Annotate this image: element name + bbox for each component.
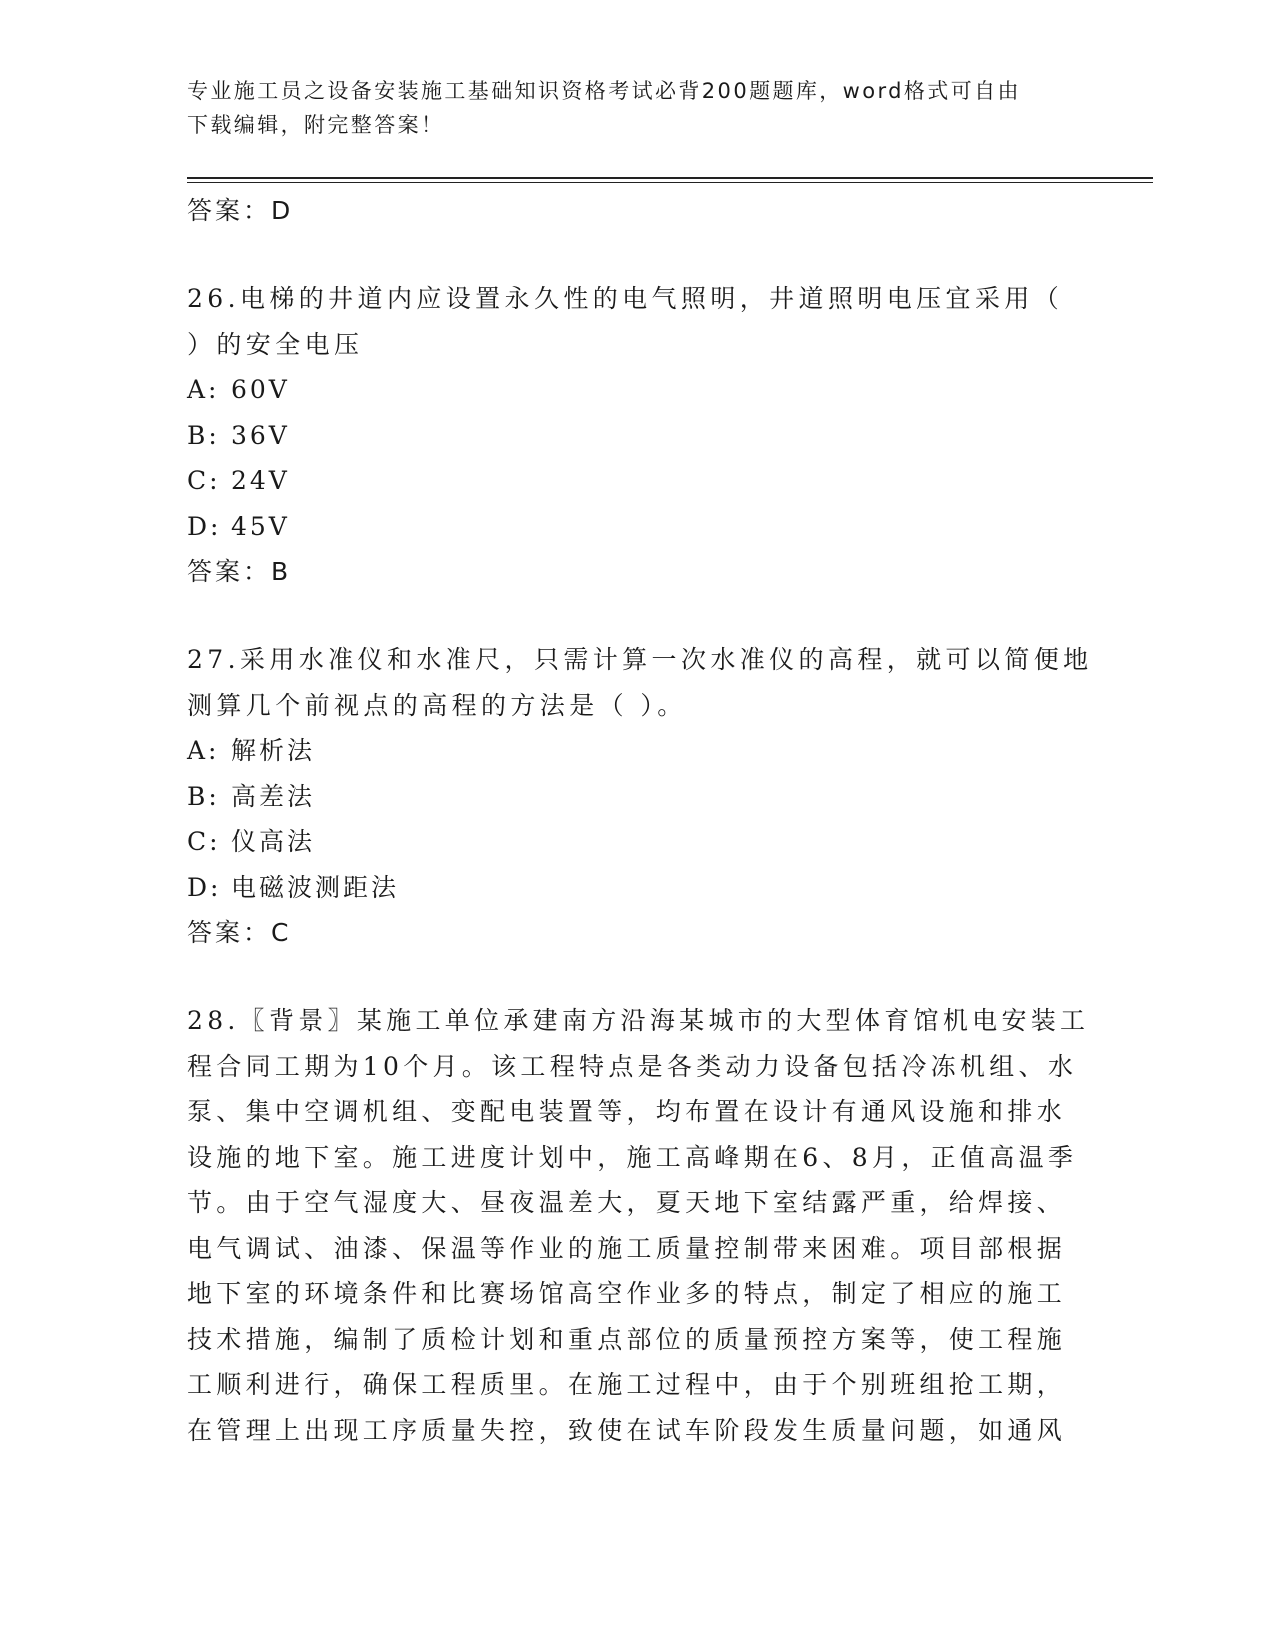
option-a [187,367,1087,413]
previous-answer: 答案：D [187,196,294,225]
document-body [187,188,1093,1453]
answer: 答案：B [187,557,292,586]
question-27 [187,637,1093,956]
background-line: 技术措施，编制了质检计划和重点部位的质量预控方案等，使工程施 [187,1324,1067,1354]
option-text: 45V [231,511,290,541]
option-b [187,774,1087,820]
option-letter: A: [187,736,220,765]
background-line: 电气调试、油漆、保温等作业的施工质量控制带来困难。项目部根据 [187,1233,1067,1263]
option-a [187,728,1087,774]
question-stem-line: 测算几个前视点的高程的方法是（ ）。 [187,690,687,720]
option-text: 60V [231,375,290,404]
question-stem-line: ）的安全电压 [187,329,364,359]
option-letter: D: [187,511,222,541]
option-text: 高差法 [231,781,316,811]
background-line: 程合同工期为10个月。该工程特点是各类动力设备包括冷冻机组、水 [187,1051,1078,1081]
option-b [187,413,1087,459]
header-rule-thick [187,177,1153,179]
spacer [187,595,1087,637]
option-letter: D: [187,872,222,902]
option-letter: B: [187,781,220,811]
background-line: 28.〖背景〗某施工单位承建南方沿海某城市的大型体育馆机电安装工 [187,1006,1090,1035]
header-rule-thin [187,182,1153,183]
option-text: 仪高法 [231,827,316,856]
option-letter: C: [187,827,221,856]
option-text: 解析法 [231,736,316,765]
background-line: 设施的地下室。施工进度计划中，施工高峰期在6、8月，正值高温季 [187,1142,1078,1172]
background-line: 地下室的环境条件和比赛场馆高空作业多的特点，制定了相应的施工 [187,1279,1067,1308]
background-line: 泵、集中空调机组、变配电装置等，均布置在设计有通风设施和排水 [187,1097,1067,1126]
question-28-background [187,998,1090,1453]
option-c [187,819,1087,865]
option-text: 24V [231,466,290,495]
option-letter: C: [187,466,221,495]
background-line: 工顺利进行，确保工程质里。在施工过程中，由于个别班组抢工期， [187,1370,1067,1399]
question-stem-line: 26.电梯的井道内应设置永久性的电气照明，井道照明电压宜采用（ [187,284,1064,313]
spacer [187,956,1087,998]
header-line-1: 专业施工员之设备安装施工基础知识资格考试必背200题题库，word格式可自由 [187,79,1021,103]
background-line: 节。由于空气湿度大、昼夜温差大，夏天地下室结露严重，给焊接、 [187,1188,1067,1217]
option-c [187,458,1087,504]
option-text: 36V [231,420,290,450]
header-line-2: 下载编辑，附完整答案！ [187,113,445,137]
answer: 答案：C [187,918,292,947]
background-line: 在管理上出现工序质量失控，致使在试车阶段发生质量问题，如通风 [187,1415,1067,1445]
option-letter: B: [187,420,220,450]
option-d [187,504,1087,550]
document-header [187,74,1067,142]
spacer [187,234,1087,276]
option-text: 电磁波测距法 [231,872,400,902]
question-stem-line: 27.采用水准仪和水准尺，只需计算一次水准仪的高程，就可以简便地 [187,645,1093,674]
option-d [187,865,1087,911]
option-letter: A: [187,375,220,404]
question-26 [187,276,1087,595]
